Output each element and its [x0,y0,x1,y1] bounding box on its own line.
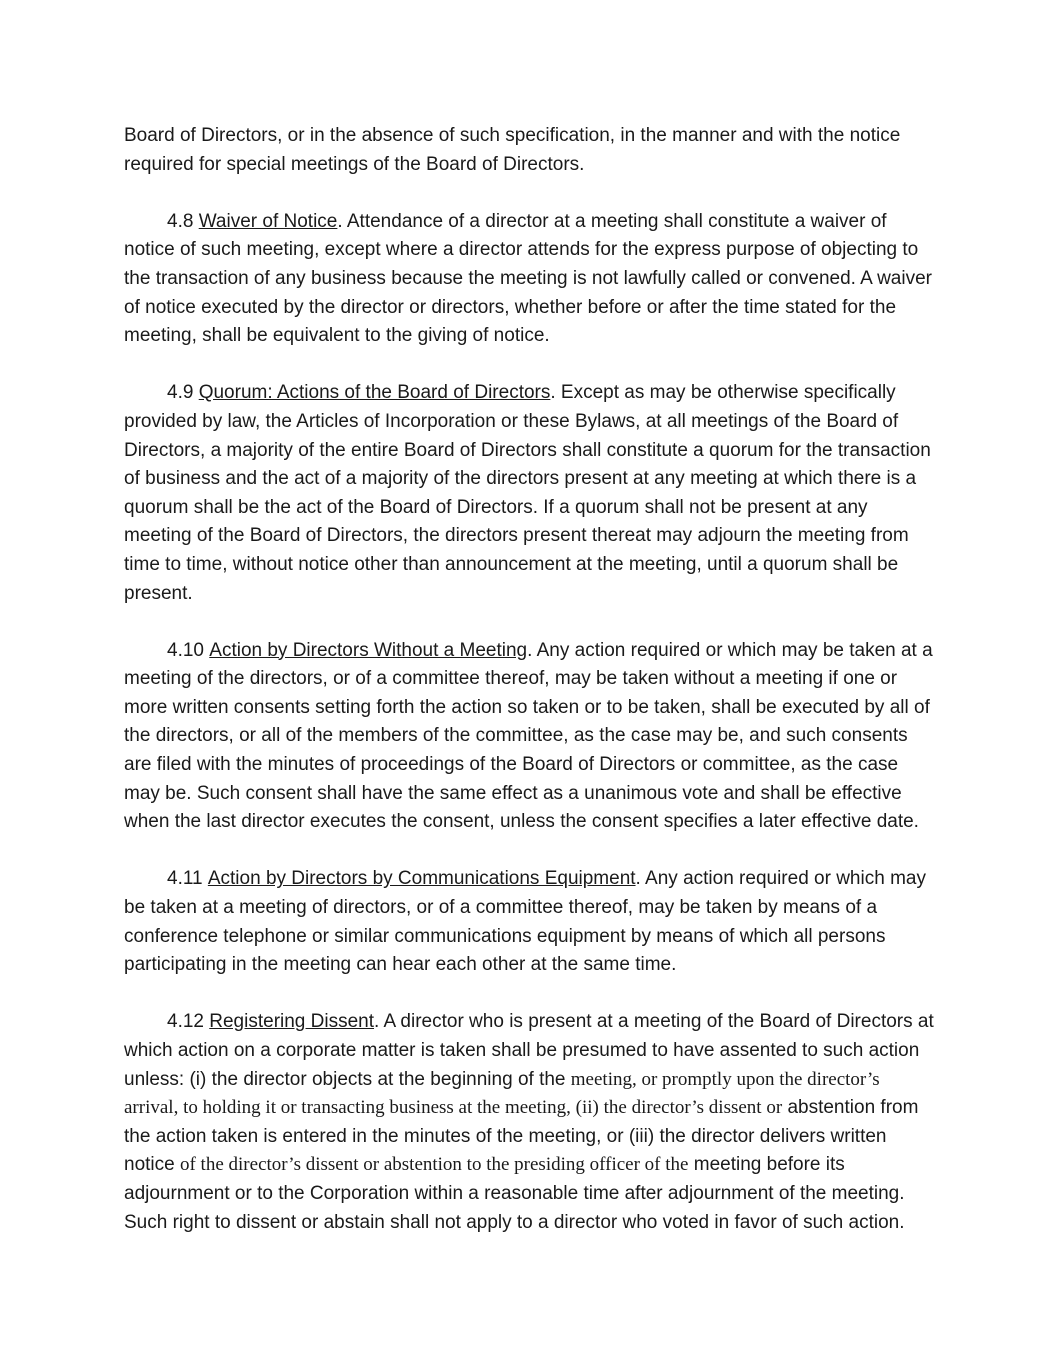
section-heading: Action by Directors by Communications Equipment [207,868,636,890]
section-heading: Quorum: Actions of the Board of Directors [198,382,551,404]
paragraph-body-part4-serif: of the director’s dissent or abstention to the presiding officer of the [179,1154,689,1176]
section-number: 4.12 [167,1011,204,1033]
section-number: 4.9 [167,382,194,404]
section-number: 4.8 [167,210,194,232]
paragraph-body: . Except as may be otherwise specifically provided by law, the Articles of Incorporation or these Bylaws, at all meetings of the Board of Directors, a majority of the entire Board of Directors shall constitute a quorum for the transaction of business and the act of a majority of the directors present at any meeting at which there is a quorum shall be the act of the Board of Directors. If a quorum shall not be present at any meeting of the Board of Directors, the directors present thereat may adjourn the meeting from time to time, without notice other than announcement at the meeting, until a quorum shall be present. [124,382,931,604]
section-4-9 [124,379,936,608]
paragraph-body: . Any action required or which may be taken at a meeting of directors, or of a committee thereof, may be taken by means of a conference telephone or similar communications equipment by means of which all persons participating in the meeting can hear each other at the same time. [124,868,926,976]
paragraph-body: . Attendance of a director at a meeting shall constitute a waiver of notice of such meeting, except where a director attends for the express purpose of objecting to the transaction of any business because the meeting is not lawfully called or convened. A waiver of notice executed by the director or directors, whether before or after the time stated for the meeting, shall be equivalent to the giving of notice. [124,210,932,347]
paragraph-body: Board of Directors, or in the absence of such specification, in the manner and with the notice required for special meetings of the Board of Directors. [124,125,901,175]
paragraph-body-part5: meeting before its adjournment or to the Corporation within a reasonable time after adjournment of the meeting. Such right to dissent or abstain shall not apply to a director who voted in favor of such action. [124,1154,905,1233]
section-4-8 [124,208,936,351]
paragraph-continuation [124,122,936,179]
section-heading: Waiver of Notice [198,210,338,232]
paragraph-body-part2-serif: meeting, or promptly upon the director’s arrival, to holding it or transacting business at the meeting, (ii) the director’s dissent or [124,1068,880,1119]
section-4-12 [124,1008,936,1237]
section-heading: Registering Dissent [209,1011,375,1033]
paragraph-body-part3: abstention from the action taken is entered in the minutes of the meeting, or (iii) the director delivers written notice [124,1097,919,1176]
paragraph-body: . Any action required or which may be taken at a meeting of the directors, or of a committee thereof, may be taken without a meeting if one or more written consents setting forth the action so taken or to be taken, shall be executed by all of the directors, or all of the members of the committee, as the case may be, and such consents are filed with the minutes of proceedings of the Board of Directors or committee, as the case may be. Such consent shall have the same effect as a unanimous vote and shall be effective when the last director executes the consent, unless the consent specifies a later effective date. [124,639,933,833]
section-4-11 [124,865,936,979]
section-4-10 [124,637,936,837]
paragraph-body-part1: . A director who is present at a meeting of the Board of Directors at which action on a corporate matter is taken shall be presumed to have assented to such action unless: (i) the director objects at the beginning of the [124,1011,934,1090]
section-number: 4.11 [167,868,203,890]
section-heading: Action by Directors Without a Meeting [209,639,528,661]
document-page [124,122,936,1266]
section-number: 4.10 [167,639,204,661]
